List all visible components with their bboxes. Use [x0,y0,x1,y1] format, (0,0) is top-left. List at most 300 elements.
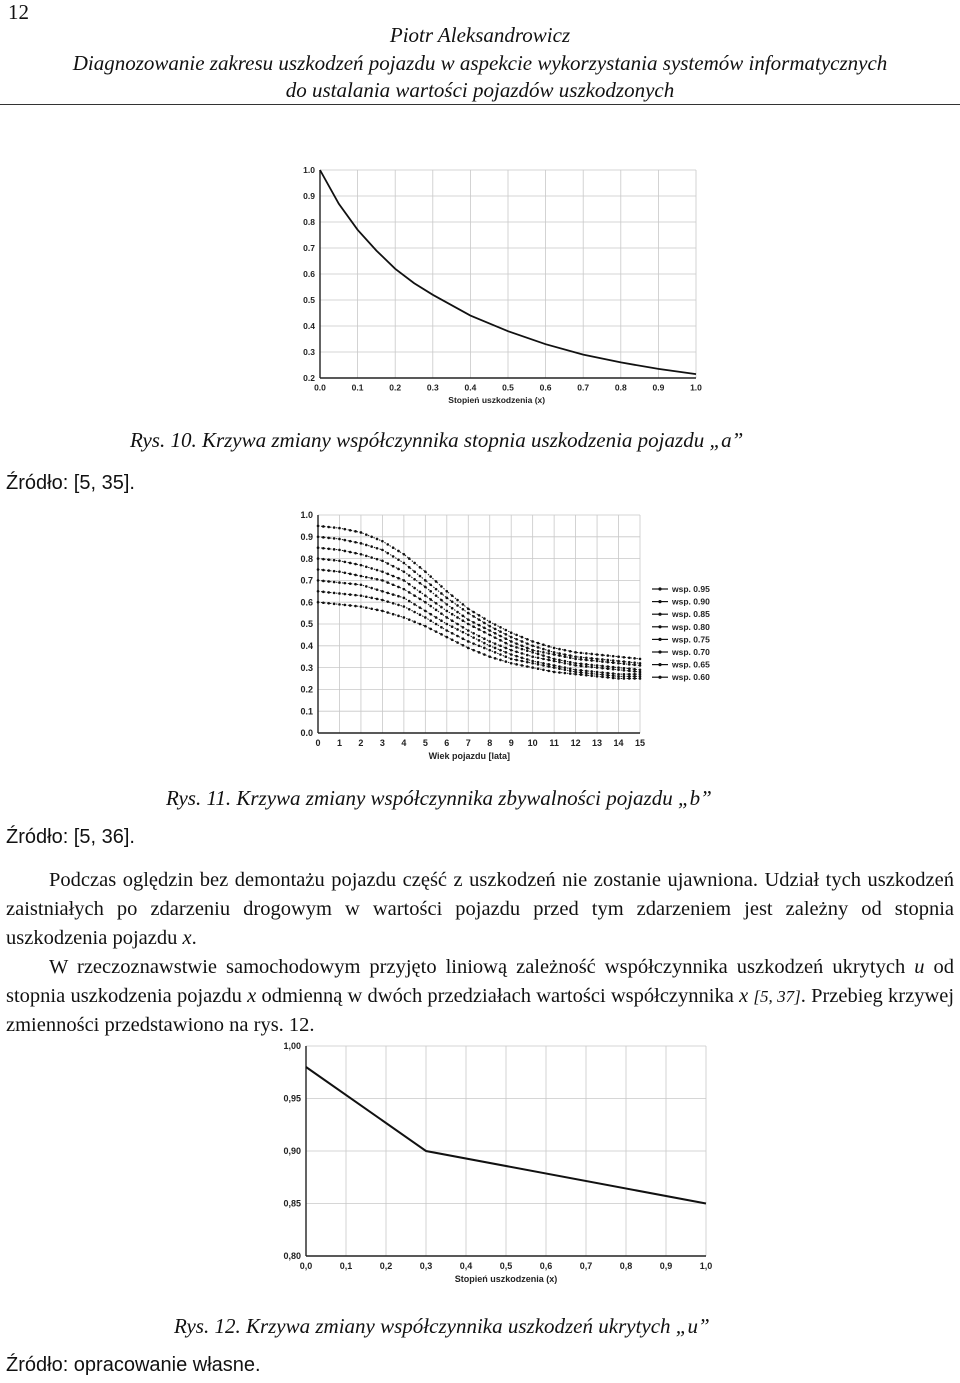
data-point [531,645,534,648]
data-point [494,647,497,650]
figure-11-caption: Rys. 11. Krzywa zmiany współczynnika zbywalności pojazdu „b” [166,786,712,810]
data-point [429,575,432,578]
data-point [623,677,626,680]
data-point [537,656,540,659]
y-tick-label: 1.0 [303,164,315,175]
x-tick-label: 1,0 [699,1261,713,1271]
data-point [537,653,540,656]
data-point [403,570,406,573]
data-point [564,649,567,652]
data-point [451,600,454,603]
data-point [510,645,513,648]
data-point [451,639,454,642]
data-point [360,583,363,586]
variable-u: u [914,956,925,978]
x-tick-label: 0.8 [614,382,627,393]
data-point [446,629,449,632]
data-point [596,666,599,669]
data-point [392,555,395,558]
data-point [521,645,524,648]
data-point [537,642,540,645]
x-tick-label: 0.4 [464,382,477,393]
data-point [515,663,518,666]
data-point [413,611,416,614]
data-point [483,622,486,625]
data-point [499,635,502,638]
data-point [558,661,561,664]
data-point [451,613,454,616]
data-point [526,649,529,652]
header-author: Piotr Aleksandrowicz [389,23,571,47]
data-point [531,666,534,669]
data-point [419,606,422,609]
data-point [376,578,379,581]
data-point [429,613,432,616]
data-point [327,526,330,529]
data-point [435,623,438,626]
x-tick-label: 0.9 [652,382,665,393]
data-point [446,623,449,626]
data-point [510,649,513,652]
x-tick-label: 11 [549,738,559,748]
legend-label: wsp. 0.90 [672,596,710,607]
data-point [333,592,336,595]
data-point [462,644,465,647]
data-point [435,580,438,583]
data-point [327,591,330,594]
data-point [322,601,325,604]
y-tick-label: 1.0 [300,510,313,521]
data-point [526,661,529,664]
data-point [547,665,550,668]
data-point [354,594,357,597]
data-point [419,623,422,626]
data-point [327,558,330,561]
data-point [542,664,545,667]
data-point [386,611,389,614]
data-point [376,609,379,612]
data-point [349,562,352,565]
reference: [5, 37] [753,987,801,1006]
data-point [612,655,615,658]
data-point [370,536,373,539]
data-point [494,657,497,660]
data-point [505,629,508,632]
data-point [467,647,470,650]
data-point [456,616,459,619]
x-tick-label: 0.2 [389,382,402,393]
data-point [623,662,626,665]
data-point [505,651,508,654]
data-point [467,640,470,643]
data-point [488,655,491,658]
data-point [633,677,636,680]
data-point [317,557,320,560]
data-point [429,605,432,608]
variable-x: x [739,985,749,1007]
data-point [472,625,475,628]
x-tick-label: 0.3 [426,382,439,393]
data-point [349,604,352,607]
data-point [569,656,572,659]
data-point [537,667,540,670]
data-point [446,603,449,606]
data-point [639,664,642,667]
x-tick-label: 6 [444,738,450,748]
data-point [521,656,524,659]
data-point [580,673,583,676]
paragraph-2-text-a: W rzeczoznawstwie samochodowym przyjęto liniową zależność współczynnika uszkodzeń ukrytych [49,956,906,978]
data-point [354,541,357,544]
data-point [515,642,518,645]
data-point [483,647,486,650]
data-point [322,536,325,539]
data-point [446,636,449,639]
data-point [403,562,406,565]
data-point [623,656,626,659]
data-point [446,590,449,593]
data-point [472,642,475,645]
data-point [333,548,336,551]
data-point [478,628,481,631]
data-point [408,566,411,569]
data-point [419,591,422,594]
data-point [553,666,556,669]
data-point [547,670,550,673]
x-tick-label: 1.0 [690,382,702,393]
data-point [349,593,352,596]
data-point [413,621,416,624]
y-tick-label: 0.3 [303,346,315,357]
figure-11-source: Źródło: [5, 36]. [6,826,135,848]
data-point [515,634,518,637]
data-point [542,658,545,661]
data-point [531,655,534,658]
data-point [531,640,534,643]
data-point [590,653,593,656]
data-point [590,674,593,677]
x-tick-label: 0,9 [659,1261,673,1271]
data-point [397,595,400,598]
legend-marker [658,600,661,603]
x-tick-label: 5 [422,738,428,748]
data-point [381,540,384,543]
data-point [365,544,368,547]
y-tick-label: 1,00 [283,1041,301,1052]
data-point [462,631,465,634]
data-point [413,578,416,581]
data-point [338,559,341,562]
data-point [408,608,411,611]
data-point [392,613,395,616]
data-point [564,655,567,658]
data-point [612,677,615,680]
data-point [456,604,459,607]
y-tick-label: 0.4 [303,320,315,331]
data-point [381,590,384,593]
data-point [397,558,400,561]
data-point [553,660,556,663]
data-point [553,653,556,656]
data-point [505,647,508,650]
y-tick-label: 0.7 [303,242,315,253]
data-point [558,654,561,657]
y-tick-label: 0.8 [303,216,315,227]
x-tick-label: 0,0 [299,1261,313,1271]
data-point [564,672,567,675]
data-point [499,626,502,629]
data-point [354,563,357,566]
data-point [462,608,465,611]
x-tick-label: 0 [315,738,321,748]
data-point [360,553,363,556]
data-point [381,570,384,573]
x-tick-label: 0.1 [351,382,364,393]
data-point [488,645,491,648]
data-point [317,525,320,528]
data-point [456,635,459,638]
header-title-line2: do ustalania wartości pojazdów uszkodzonych [285,78,675,102]
data-point [403,553,406,556]
data-point [456,611,459,614]
data-point [590,659,593,662]
data-point [403,588,406,591]
data-point [370,607,373,610]
data-point [510,658,513,661]
y-tick-label: 0.6 [300,597,313,608]
data-point [429,590,432,593]
data-point [462,626,465,629]
data-point [472,649,475,652]
data-point [386,573,389,576]
data-point [344,561,347,564]
data-point [386,581,389,584]
data-point [488,634,491,637]
data-point [628,677,631,680]
x-tick-label: 14 [613,738,624,748]
data-point [547,659,550,662]
data-point [494,632,497,635]
y-tick-label: 0.0 [300,728,313,739]
x-tick-label: 2 [358,738,364,748]
data-point [521,664,524,667]
data-point [574,664,577,667]
legend-marker [658,625,661,628]
data-point [349,529,352,532]
figure-12-caption: Rys. 12. Krzywa zmiany współczynnika uszkodzeń ukrytych „u” [174,1314,710,1338]
data-point [521,636,524,639]
y-tick-label: 0,85 [283,1198,301,1209]
data-point [542,651,545,654]
data-point [505,655,508,658]
data-point [494,636,497,639]
data-point [462,615,465,618]
data-point [327,580,330,583]
data-point [478,614,481,617]
y-tick-label: 0.2 [303,372,315,383]
data-point [435,609,438,612]
y-tick-label: 0,80 [283,1251,301,1262]
data-point [553,647,556,650]
data-point [521,640,524,643]
legend-marker [658,650,661,653]
data-point [419,566,422,569]
data-point [499,659,502,662]
data-point [531,662,534,665]
data-point [365,533,368,536]
data-point [338,592,341,595]
data-point [633,664,636,667]
figure-11-chart [276,503,736,773]
data-point [478,624,481,627]
data-point [472,615,475,618]
variable-x: x [247,985,257,1007]
data-point [574,658,577,661]
data-point [386,562,389,565]
data-point [521,648,524,651]
x-tick-label: 0,1 [339,1261,353,1271]
legend-label: wsp. 0.75 [672,634,710,645]
data-point [440,612,443,615]
data-point [365,555,368,558]
data-point [408,557,411,560]
data-point [338,603,341,606]
data-point [333,537,336,540]
legend-marker [658,638,661,641]
data-point [607,667,610,670]
data-point [338,549,341,552]
data-point [403,605,406,608]
data-point [322,591,325,594]
data-point [467,629,470,632]
data-point [408,600,411,603]
data-point [317,601,320,604]
data-point [408,591,411,594]
data-point [408,618,411,621]
data-point [392,602,395,605]
data-point [397,568,400,571]
data-point [419,575,422,578]
data-point [317,590,320,593]
data-point [623,669,626,672]
legend-marker [658,613,661,616]
data-point [521,660,524,663]
data-point [483,642,486,645]
data-point [505,637,508,640]
paragraph-1-text: Podczas oględzin bez demontażu pojazdu część z uszkodzeń nie zostanie ujawniona. Udział tych uszkodzeń zaistniałych po zdarzeniu drogowym w wartości pojazdu przed tym zdarzeniem jest zależny od stopnia uszkodzenia pojazdu [6,869,954,949]
x-tick-label: 7 [465,738,471,748]
data-point [505,633,508,636]
data-point [542,643,545,646]
data-point [456,628,459,631]
data-point [392,583,395,586]
data-point [376,598,379,601]
paragraph-2-text-d: . Przebieg krzywej zmienności przedstawiono na rys. 12. [6,985,955,1036]
data-point [429,583,432,586]
data-point [580,652,583,655]
data-point [478,635,481,638]
data-point [440,592,443,595]
data-point [397,577,400,580]
data-point [333,581,336,584]
data-point [413,562,416,565]
x-axis-label: Wiek pojazdu [lata] [428,751,511,761]
data-point [370,567,373,570]
data-point [547,656,550,659]
data-point [628,663,631,666]
legend-label: wsp. 0.65 [672,659,710,670]
data-point [349,582,352,585]
y-tick-label: 0,90 [283,1146,301,1157]
data-point [365,585,368,588]
x-tick-label: 0,6 [539,1261,553,1271]
data-point [413,570,416,573]
data-point [585,674,588,677]
data-point [360,594,363,597]
x-tick-label: 13 [592,738,603,748]
data-point [413,587,416,590]
y-tick-label: 0.5 [303,294,315,305]
data-point [558,648,561,651]
data-point [601,654,604,657]
data-point [338,527,341,530]
data-point [424,610,427,613]
data-point [569,650,572,653]
data-point [440,626,443,629]
paragraph-1 [6,866,954,953]
data-point [435,630,438,633]
data-point [354,530,357,533]
x-tick-label: 0.5 [502,382,514,393]
y-tick-label: 0.4 [300,640,313,651]
x-tick-label: 9 [508,738,514,748]
data-point [333,603,336,606]
data-point [365,595,368,598]
data-point [462,637,465,640]
data-point [392,546,395,549]
data-point [499,645,502,648]
data-point [483,627,486,630]
data-point [467,612,470,615]
data-point [322,569,325,572]
data-point [488,649,491,652]
body-text [6,866,954,1040]
data-point [349,551,352,554]
y-tick-label: 0,95 [283,1093,301,1104]
data-point [397,550,400,553]
data-point [349,540,352,543]
data-point [478,645,481,648]
data-point [467,618,470,621]
x-tick-label: 0.7 [577,382,590,393]
data-point [574,673,577,676]
data-point [462,603,465,606]
data-point [386,592,389,595]
x-tick-label: 0,3 [419,1261,433,1271]
data-point [376,547,379,550]
data-point [317,536,320,539]
data-point [354,552,357,555]
data-point [515,650,518,653]
data-point [607,676,610,679]
figure-12-source: Źródło: opracowanie własne. [6,1354,261,1376]
x-axis-label: Stopień uszkodzenia (x) [454,1274,558,1284]
data-point [542,648,545,651]
data-point [435,616,438,619]
data-point [397,604,400,607]
data-point [488,640,491,643]
data-point [521,652,524,655]
